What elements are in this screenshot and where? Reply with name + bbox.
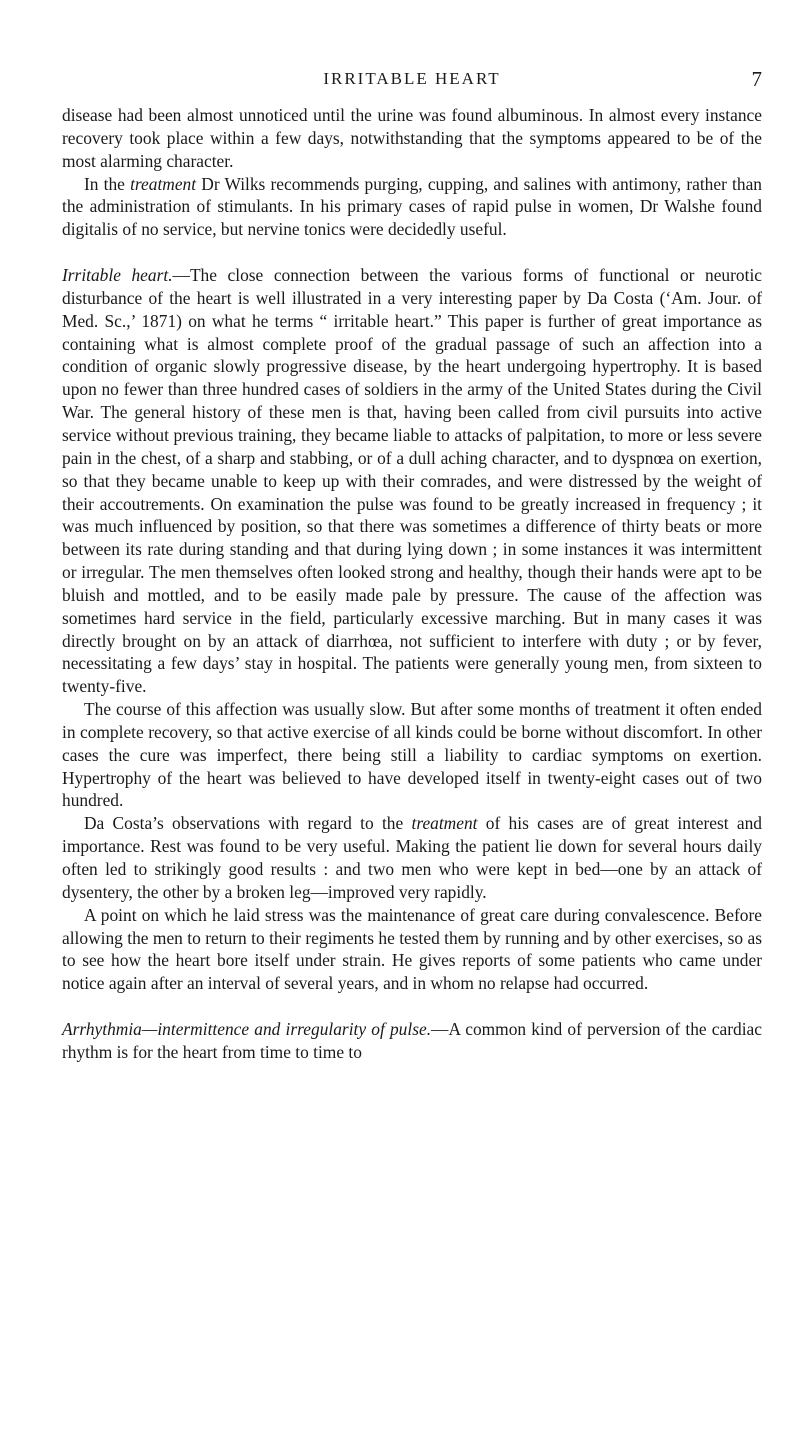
treatment-emphasis: treatment [411,813,478,834]
running-title: IRRITABLE HEART [323,69,501,88]
section-irritable-heart: Irritable heart.—The close connection between the various forms of functional or neurotic disturbance of the heart is well illustrated in a very interesting paper by Da Costa (‘Am. Jour. of Med. Sc.,’ 1871) on what he terms “ irritable heart.” This paper is further of great importance as containing what is almost complete proof of the gradual passage of such an affection into a condition of organic slowly progressive disease, by the heart undergoing hypertrophy. It is based upon no fewer than three hundred cases of soldiers in the army of the United States during the Civil War. The general history of these men is that, having been called from civil pursuits into active service without previous training, they became liable to attacks of palpitation, to more or less severe pain in the chest, of a sharp and stabbing, or of a dull aching character, and to dyspnœa on exertion, so that they became unable to keep up with their comrades, and were distressed by the weight of their accoutrements. On examination the pulse was found to be greatly increased in frequency ; it was much influenced by position, so that there was sometimes a difference of thirty beats or more between its rate during standing and that during lying down ; in some instances it was intermittent or irregular. The men themselves often looked strong and healthy, though their hands were apt to be bluish and mottled, and to be easily made pale by pressure. The cause of the affection was sometimes hard service in the field, particularly excessive marching. But in many cases it was directly brought on by an attack of diarrhœa, not sufficient to interfere with duty ; or by fever, necessitating a few days’ stay in hospital. The patients were generally young men, from sixteen to twenty-five. [62,265,762,697]
paragraph-course: The course of this affection was usually slow. But after some months of treatment it often ended in complete recovery, so that active exercise of all kinds could be borne without discomfort. In other cases the cure was imperfect, there being still a liability to cardiac symptoms on exertion. Hypertrophy of the heart was believed to have developed itself in twenty-eight cases out of two hundred. [62,699,762,811]
paragraph-continuation: disease had been almost unnoticed until the urine was found albuminous. In almost every instance recovery took place within a few days, notwithstanding that the symptoms appeared to be of the most alarming character. [62,105,762,171]
section-arrhythmia: Arrhythmia—intermittence and irregularity of pulse.—A common kind of perversion of the cardiac rhythm is for the heart from time to time to [62,1019,762,1062]
body-text [62,104,762,1064]
paragraph-convalescence: A point on which he laid stress was the maintenance of great care during convalescence. Before allowing the men to return to their regiments he tested them by running and by other exercises, so as to see how the heart bore itself under strain. He gives reports of some patients who came under notice again after an interval of several years, and in whom no relapse had occurred. [62,904,762,994]
section-heading-irritable-heart: Irritable heart. [62,265,173,286]
page-number: 7 [751,67,762,91]
treatment-emphasis: treatment [130,173,197,194]
section-heading-arrhythmia: Arrhythmia—intermittence and irregularity of pulse. [62,1019,432,1040]
page-header [62,66,762,92]
paragraph-da-costa-treatment: Da Costa’s observations with regard to the treatment of his cases are of great interest and importance. Rest was found to be very useful. Making the patient lie down for several hours daily often led to strikingly good results : and two men who were kept in bed—one by an attack of dysentery, the other by a broken leg—improved very rapidly. [62,813,762,902]
paragraph-treatment-wilks: In the treatment Dr Wilks recommends purging, cupping, and salines with antimony, rather than the administration of stimulants. In his primary cases of rapid pulse in women, Dr Walshe found digitalis of no service, but nervine tonics were decidedly useful. [62,173,762,240]
